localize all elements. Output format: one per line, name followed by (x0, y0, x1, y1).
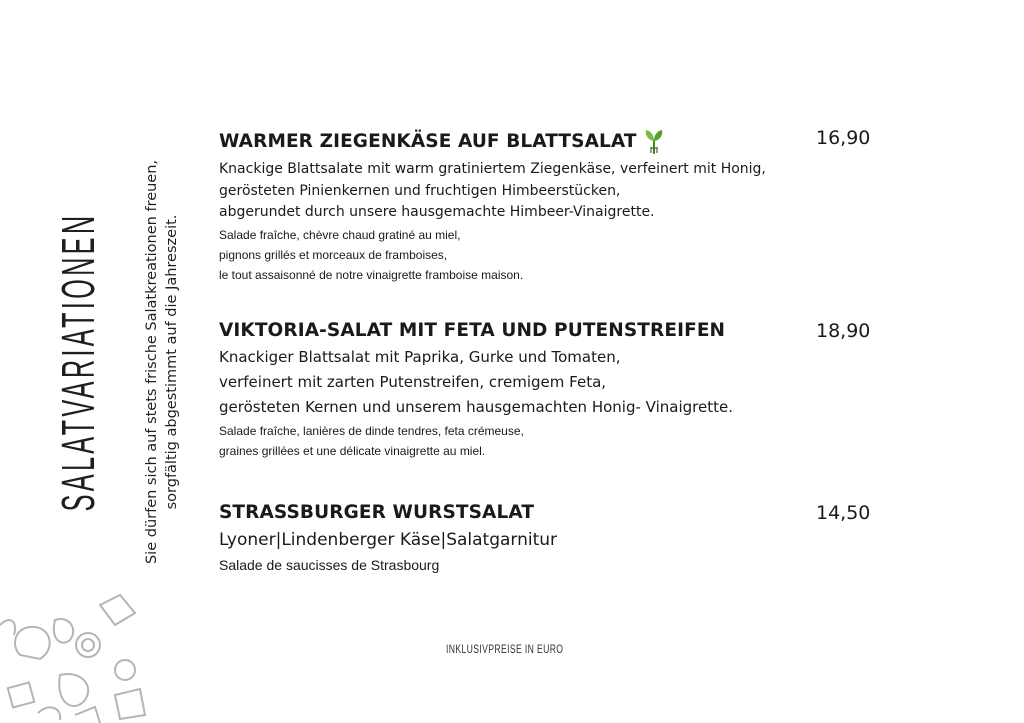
menu-item-price: 16,90 (816, 127, 871, 149)
menu-item-title (219, 127, 879, 155)
menu-item-viktoria-salad (219, 320, 879, 461)
leaf-fork-icon (643, 127, 665, 155)
section-title (51, 90, 105, 633)
description-line: Knackige Blattsalate mit warm gratiniertem Ziegenkäse, verfeinert mit Honig, (219, 161, 766, 177)
description-line: graines grillées et une délicate vinaigrette au miel. (219, 444, 486, 458)
description-line: verfeinert mit zarten Putenstreifen, cremigem Feta, (219, 373, 607, 391)
menu-item-description-fr (219, 555, 879, 575)
menu-item-price: 18,90 (816, 320, 871, 342)
description-line: Salade de saucisses de Strasbourg (219, 557, 440, 573)
menu-item-sausage-salad (219, 502, 879, 575)
salad-sketch-illustration (0, 585, 150, 723)
description-line: Knackiger Blattsalat mit Paprika, Gurke und Tomaten, (219, 348, 621, 366)
menu-item-description-fr (219, 225, 879, 285)
description-line: abgerundet durch unsere hausgemachte Himbeer-Vinaigrette. (219, 204, 655, 220)
section-subtitle-line-2: sorgfältig abgestimmt auf die Jahreszeit. (164, 214, 180, 510)
menu-item-name: WARMER ZIEGENKÄSE AUF BLATTSALAT (219, 130, 637, 152)
menu-item-description-fr (219, 421, 879, 461)
menu-item-title (219, 320, 879, 341)
menu-item-description-de (219, 159, 879, 224)
menu-item-title (219, 502, 879, 523)
menu-item-goat-cheese (219, 127, 879, 285)
section-subtitle (142, 160, 182, 564)
menu-item-price: 14,50 (816, 502, 871, 524)
section-subtitle-line-1: Sie dürfen sich auf stets frische Salatkreationen freuen, (144, 159, 160, 565)
description-line: le tout assaisonné de notre vinaigrette framboise maison. (219, 267, 524, 282)
description-line: pignons grillés et morceaux de framboises, (219, 247, 448, 262)
menu-item-name: VIKTORIA-SALAT MIT FETA UND PUTENSTREIFEN (219, 320, 726, 341)
description-line: Salade fraîche, lanières de dinde tendres, feta crémeuse, (219, 424, 524, 438)
menu-item-description-de (219, 527, 879, 553)
menu-item-description-de (219, 345, 879, 420)
description-line: Lyoner|Lindenberger Käse|Salatgarnitur (219, 530, 558, 550)
menu-item-name: STRASSBURGER WURSTSALAT (219, 502, 535, 523)
section-title-text: SALATVARIATIONEN (52, 212, 104, 512)
description-line: gerösteten Kernen und unserem hausgemachten Honig- Vinaigrette. (219, 398, 733, 416)
description-line: gerösteten Pinienkernen und fruchtigen Himbeerstücken, (219, 182, 621, 199)
price-note: INKLUSIVPREISE IN EURO (446, 642, 564, 656)
description-line: Salade fraîche, chèvre chaud gratiné au miel, (219, 227, 461, 242)
